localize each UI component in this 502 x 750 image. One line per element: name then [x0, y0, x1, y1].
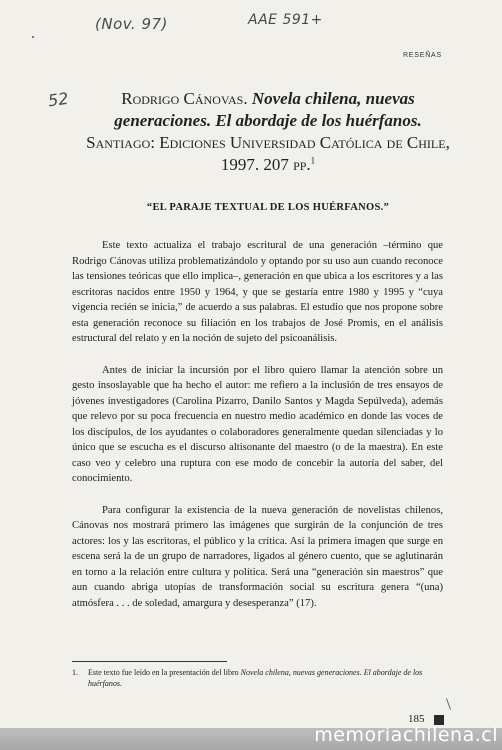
site-watermark: memoriachilena.cl [314, 724, 498, 746]
title-publication: Santiago: Ediciones Universidad Católica de Chile, 1997. 207 pp. [86, 133, 450, 174]
paragraph: Antes de iniciar la incursión por el libro quiero llamar la atención sobre un gesto insoslayable que ha hecho el autor: me refiero a la inclusión de tres ensayos de jóvenes investigadores (Carolina Pizarro, Danilo Santos y Magda Sepúlveda), además que relevo por su poca frecuencia en nuestro medio académico en donde las voces de los discípulos, de los ayudantes o colaboradores generalmente quedan silenciadas y lo único que se escucha es el discurso altisonante del maestro (o de la maestra). En este caso veo y celebro una ruptura con ese modo de concebir la autoría del saber, del conocimiento. [72, 364, 443, 484]
footnote-text: Este texto fue leído en la presentación del libro [88, 668, 241, 677]
paragraph: Para configurar la existencia de la nueva generación de novelistas chilenos, Cánovas nos mostrará primero las imágenes que surgirán de la conjunción de tres actores: los y las escritoras, el público y la crítica. Así la primera imagen que surge en escena será la de un grupo de narradores, ligados al género cuento, que se aglutinarán en torno a la relación entre cultura y política. Será una “generación sin maestros” que aun cuando abriga utopías de transformación social su escritura genera “(una) atmósfera . . . de soledad, amargura y desesperanza” (17). [72, 504, 443, 609]
title-author: Rodrigo Cánovas. [121, 89, 252, 108]
footnote-number: 1. [72, 668, 78, 677]
paragraph: Este texto actualiza el trabajo escritural de una generación –término que Rodrigo Cánovas utiliza problematizándolo y optando por su uso aun cuando reconoce las tensiones teóricas que ello implica–, generación en que ubica a los escritores y a las escritoras nacidos entre 1950 y 1964, y que se gestaría entre 1980 y 1995 y “cuya vigencia recién se inicia,” de acuerdo a sus palabras. El estudio que nos propone sobre esta generación reconoce su filiación en los trabajos de José Promis, en el análisis estructural del relato y en la noción de sujeto del psicoanálisis. [72, 240, 443, 344]
pencil-mark [446, 698, 451, 710]
section-header: RESEÑAS [402, 52, 442, 59]
footnote-divider [72, 661, 227, 662]
page-number: 185 [408, 713, 425, 725]
footnote [72, 667, 444, 689]
handwritten-date: (Nov. 97) [95, 15, 168, 33]
body-text [72, 238, 443, 627]
footnote-book-title: Novela chilena, nuevas generaciones. El abordaje de los huérfanos. [88, 668, 423, 688]
handwritten-margin-number: 52 [46, 88, 70, 111]
handwritten-catalog-code: AAE 591+ [248, 12, 323, 28]
title-book: Novela chilena, nuevas generaciones. El abordaje de los huérfanos. [114, 89, 422, 130]
title-footnote-ref: 1 [310, 155, 316, 166]
review-subtitle: “EL PARAJE TEXTUAL DE LOS HUÉRFANOS.” [146, 202, 390, 213]
ink-speck [32, 36, 34, 38]
review-title [78, 88, 458, 176]
